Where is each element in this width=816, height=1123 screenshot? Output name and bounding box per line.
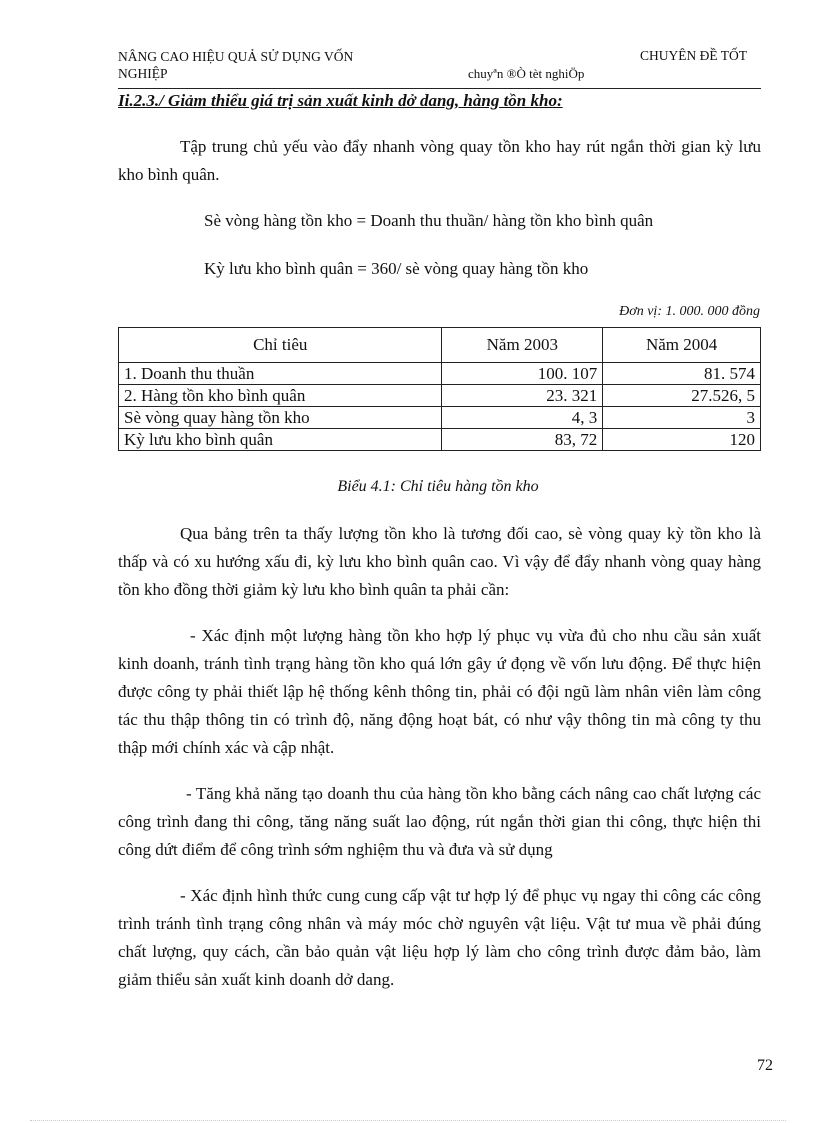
row-label: Sè vòng quay hàng tồn kho: [119, 407, 442, 429]
cell-2004: 120: [603, 429, 761, 451]
column-header: Năm 2004: [603, 328, 761, 363]
intro-paragraph: Tập trung chủ yếu vào đẩy nhanh vòng quay tồn kho hay rút ngắn thời gian kỳ lưu kho bình quân.: [118, 137, 761, 184]
table-row: [119, 363, 761, 385]
measure-paragraph-2: - Tăng khả năng tạo doanh thu của hàng tồn kho bằng cách nâng cao chất lượng các công trình đang thi công, tăng năng suất lao động, rút ngắn thời gian thi công, thực hiện thi công dứt điểm để công trình sớm nghiệm thu và đưa và sử dụng: [118, 784, 761, 859]
section-heading: Ii.2.3./ Giảm thiểu giá trị sản xuất kinh dở dang, hàng tồn kho:: [118, 91, 563, 110]
table-row: [119, 429, 761, 451]
row-label: Kỳ lưu kho bình quân: [119, 429, 442, 451]
cell-2003: 83, 72: [442, 429, 603, 451]
unit-note: Đơn vị: 1. 000. 000 đồng: [619, 304, 760, 319]
running-header-title: [118, 48, 353, 82]
table-header-row: [119, 328, 761, 363]
column-header: Năm 2003: [442, 328, 603, 363]
formula-turnover: Sè vòng hàng tồn kho = Doanh thu thuần/ hàng tồn kho bình quân: [204, 211, 654, 230]
row-label: 1. Doanh thu thuần: [119, 363, 442, 385]
cell-2003: 100. 107: [442, 363, 603, 385]
table-row: [119, 385, 761, 407]
table-row: [119, 407, 761, 429]
row-label: 2. Hàng tồn kho bình quân: [119, 385, 442, 407]
cell-2003: 4, 3: [442, 407, 603, 429]
cell-2004: 81. 574: [603, 363, 761, 385]
cell-2004: 27.526, 5: [603, 385, 761, 407]
table-caption: Biểu 4.1: Chỉ tiêu hàng tồn kho: [337, 478, 539, 495]
column-header: Chỉ tiêu: [119, 328, 442, 363]
cell-2004: 3: [603, 407, 761, 429]
cell-2003: 23. 321: [442, 385, 603, 407]
page-number: 72: [757, 1057, 773, 1074]
formula-storage-period: Kỳ lưu kho bình quân = 360/ sè vòng quay hàng tồn kho: [204, 259, 589, 278]
header-line-2: NGHIỆP: [118, 66, 168, 81]
running-header-center: chuyªn ®Ò tèt nghiÖp: [468, 66, 585, 81]
measure-paragraph-1: - Xác định một lượng hàng tồn kho hợp lý phục vụ vừa đủ cho nhu cầu sản xuất kinh doanh, tránh tình trạng hàng tồn kho quá lớn gây ứ đọng về vốn lưu động. Để thực hiện được công ty phải thiết lập hệ thống kênh thông tin, phải có đội ngũ làm nhân viên làm công tác thu thập thông tin có trình độ, năng động hoạt bát, có như vậy thông tin mà công ty thu thập mới chính xác và cập nhật.: [118, 626, 761, 757]
measure-paragraph-3: - Xác định hình thức cung cung cấp vật tư hợp lý để phục vụ ngay thi công các công trình tránh tình trạng công nhân và máy móc chờ nguyên vật liệu. Vật tư mua về phải đúng chất lượng, quy cách, cần bảo quản vật liệu hợp lý làm cho công trình được đảm bảo, làm giảm thiểu sản xuất kinh doanh dở dang.: [118, 886, 761, 989]
header-line-1: NÂNG CAO HIỆU QUẢ SỬ DỤNG VỐN: [118, 49, 354, 64]
page-bottom-border: [30, 1120, 786, 1121]
header-divider: [118, 88, 761, 89]
inventory-table: [118, 327, 761, 451]
running-header-right: CHUYÊN ĐỀ TỐT: [640, 48, 747, 63]
analysis-paragraph: Qua bảng trên ta thấy lượng tồn kho là tương đối cao, sè vòng quay kỳ tồn kho là thấp và có xu hướng xấu đi, kỳ lưu kho bình quân cao. Vì vậy để đẩy nhanh vòng quay hàng tồn kho đồng thời giảm kỳ lưu kho bình quân ta phải cần:: [118, 524, 761, 599]
